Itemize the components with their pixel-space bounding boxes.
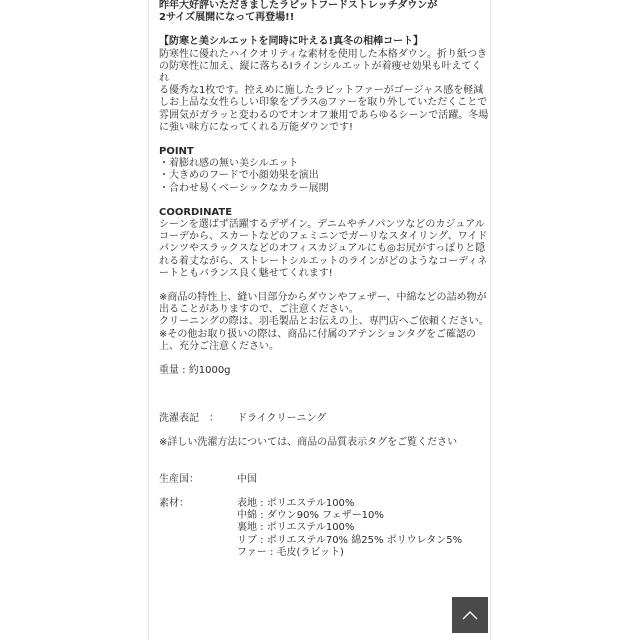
material-label: 素材： bbox=[159, 497, 189, 509]
washing-value: ドライクリーニング bbox=[237, 413, 327, 425]
material-value: 表地 : ポリエステル100% 中綿 : ダウン90% フェザー10% 裏地 : ポリエステル100% リブ : ポリエステル70% 綿25% ポリウレタン5% ファー : 毛皮(ラビット) bbox=[237, 497, 463, 558]
scroll-to-top-button[interactable] bbox=[452, 597, 488, 633]
washing-row bbox=[159, 413, 489, 425]
weight-text: 重量 : 約1000g bbox=[159, 365, 231, 377]
headline: 【防寒と美シルエットを同時に叶える!真冬の相棒コート】 bbox=[159, 36, 424, 48]
chevron-up-icon bbox=[462, 610, 478, 620]
intro-text: 昨年大好評いただきましたラビットフードストレッチダウンが 2サイズ展開になって再登場!! bbox=[159, 0, 438, 24]
point-item: ・大きめのフードで小顔効果を演出 bbox=[159, 170, 319, 182]
point-heading: POINT bbox=[159, 146, 194, 158]
washing-label: 洗濯表記 ： bbox=[159, 413, 219, 425]
origin-value: 中国 bbox=[237, 473, 257, 485]
content-border-right bbox=[490, 0, 491, 640]
content-border-left bbox=[148, 0, 149, 640]
point-item: ・着膨れ感の無い美シルエット bbox=[159, 158, 299, 170]
washing-note: ※詳しい洗濯方法については、商品の品質表示タグをご覧ください bbox=[159, 437, 458, 449]
product-description bbox=[159, 0, 489, 559]
point-item: ・合わせ易くベーシックなカラー展開 bbox=[159, 182, 329, 194]
origin-row bbox=[159, 474, 489, 486]
coordinate-text: シーンを選ばず活躍するデザイン。デニムやチノパンツなどのカジュアル コーデから、スカートなどのフェミニンでガーリなスタイリング、ワイド パンツやスラックスなどのオフィスカジュアルにも◎お尻がすっぽりと隠 れる着丈ながら、ストレートシルエットのラインがどのようなコーディネ ートともバランス良く魅せてくれます! bbox=[159, 219, 488, 279]
coordinate-heading: COORDINATE bbox=[159, 206, 233, 218]
notes-text: ※商品の特性上、縫い目部分からダウンやフェザー、中綿などの詰め物が 出ることがありますので、ご注意ください。 クリーニングの際は、羽毛製品とお伝えの上、専門店へご依頼ください。 ※その他お取り扱いの際は、商品に付属のアテンションタグをご確認の 上、充分ご注意ください。 bbox=[159, 292, 489, 352]
material-row bbox=[159, 498, 489, 559]
origin-label: 生産国： bbox=[159, 473, 199, 485]
description-text: 防寒性に優れたハイクオリティな素材を使用した本格ダウン。折り紙つき の防寒性に加え、縦に落ちるIラインシルエットが着痩せ効果も叶えてくれ る優秀な1枚です。控えめに施したラビットファーがゴージャス感を軽減 しお上品な女性らしい印象をプラス◎ファーを取り外していただくことで 雰囲気がガラッと変わるのでオンオフ兼用であらゆるシーンで活躍。冬場 に強い味方になってくれる万能ダウンです! bbox=[159, 48, 489, 133]
